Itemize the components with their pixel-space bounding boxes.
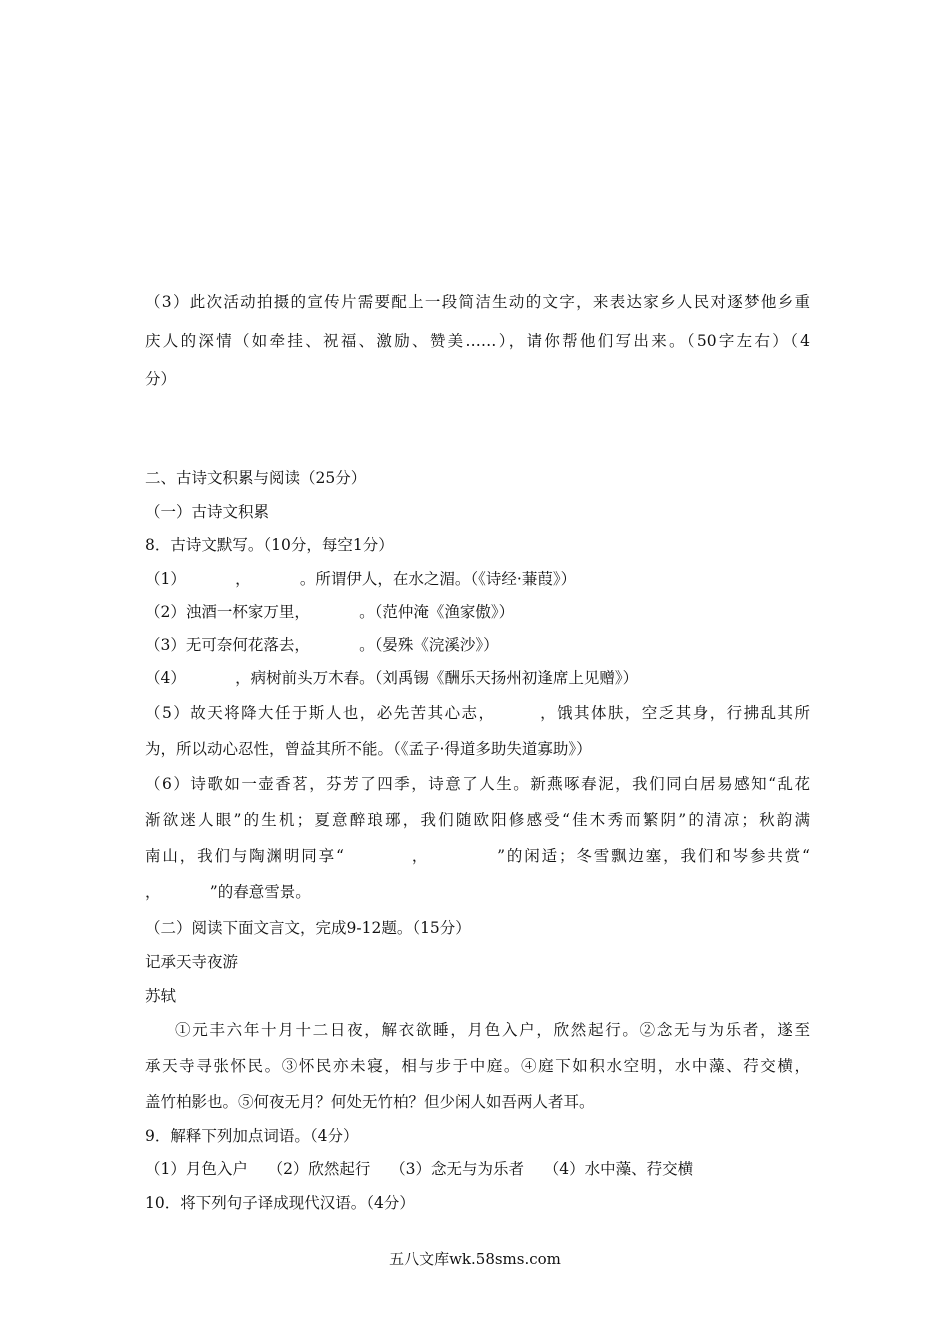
question-8-item: （1） ， 。所谓伊人，在水之湄。（《诗经·蒹葭》） <box>145 570 577 588</box>
q3-line-3: 分） <box>145 370 177 388</box>
question-9-title: 9．解释下列加点词语。（4分） <box>145 1127 359 1145</box>
question-8-item: （6）诗歌如一壶香茗，芬芳了四季，诗意了人生。新燕啄春泥，我们同白居易感知“乱花 <box>145 775 810 793</box>
question-8-item: （3）无可奈何花落去， 。（晏殊《浣溪沙》） <box>145 636 499 654</box>
passage-line: 承天寺寻张怀民。③怀民亦未寝，相与步于中庭。④庭下如积水空明，水中藻、荇交横， <box>145 1057 810 1075</box>
question-8-item: （4） ，病树前头万木春。（刘禹锡《酬乐天扬州初逢席上见赠》） <box>145 669 639 687</box>
q3-line-2: 庆人的深情（如牵挂、祝福、激励、赞美……），请你帮他们写出来。（50字左右）（4 <box>145 332 810 350</box>
passage-title: 记承天寺夜游 <box>145 953 239 971</box>
passage-line: ①元丰六年十月十二日夜，解衣欲睡，月色入户，欣然起行。②念无与为乐者，遂至 <box>175 1021 810 1039</box>
q3-line-1: （3）此次活动拍摄的宣传片需要配上一段简洁生动的文字，来表达家乡人民对逐梦他乡重 <box>145 293 810 311</box>
footer-watermark: 五八文库wk.58sms.com <box>389 1250 561 1268</box>
question-8-item: （5）故天将降大任于斯人也，必先苦其心志， ，饿其体肤，空乏其身，行拂乱其所 <box>145 704 810 722</box>
subsection-title-2: （二）阅读下面文言文，完成9-12题。（15分） <box>145 919 471 937</box>
question-8-item: （2）浊酒一杯家万里， 。（范仲淹《渔家傲》） <box>145 603 515 621</box>
question-9-items: （1）月色入户 （2）欣然起行 （3）念无与为乐者 （4）水中藻、荇交横 <box>145 1160 694 1178</box>
question-8-item: 渐欲迷人眼”的生机；夏意醉琅琊，我们随欧阳修感受“佳木秀而繁阴”的清凉；秋韵满 <box>145 811 810 829</box>
question-10-title: 10．将下列句子译成现代汉语。（4分） <box>145 1194 415 1212</box>
section-title: 二、古诗文积累与阅读（25分） <box>145 469 367 487</box>
subsection-title-1: （一）古诗文积累 <box>145 503 270 521</box>
passage-author: 苏轼 <box>145 987 177 1005</box>
question-8-item: ， ”的春意雪景。 <box>145 883 311 901</box>
question-8-item: 为，所以动心忍性，曾益其所不能。（《孟子·得道多助失道寡助》） <box>145 740 592 758</box>
passage-line: 盖竹柏影也。⑤何夜无月？何处无竹柏？但少闲人如吾两人者耳。 <box>145 1093 595 1111</box>
question-8-item: 南山，我们与陶渊明同享“ ， ”的闲适；冬雪飘边塞，我们和岑参共赏“ <box>145 847 810 865</box>
question-8-title: 8．古诗文默写。（10分，每空1分） <box>145 536 394 554</box>
